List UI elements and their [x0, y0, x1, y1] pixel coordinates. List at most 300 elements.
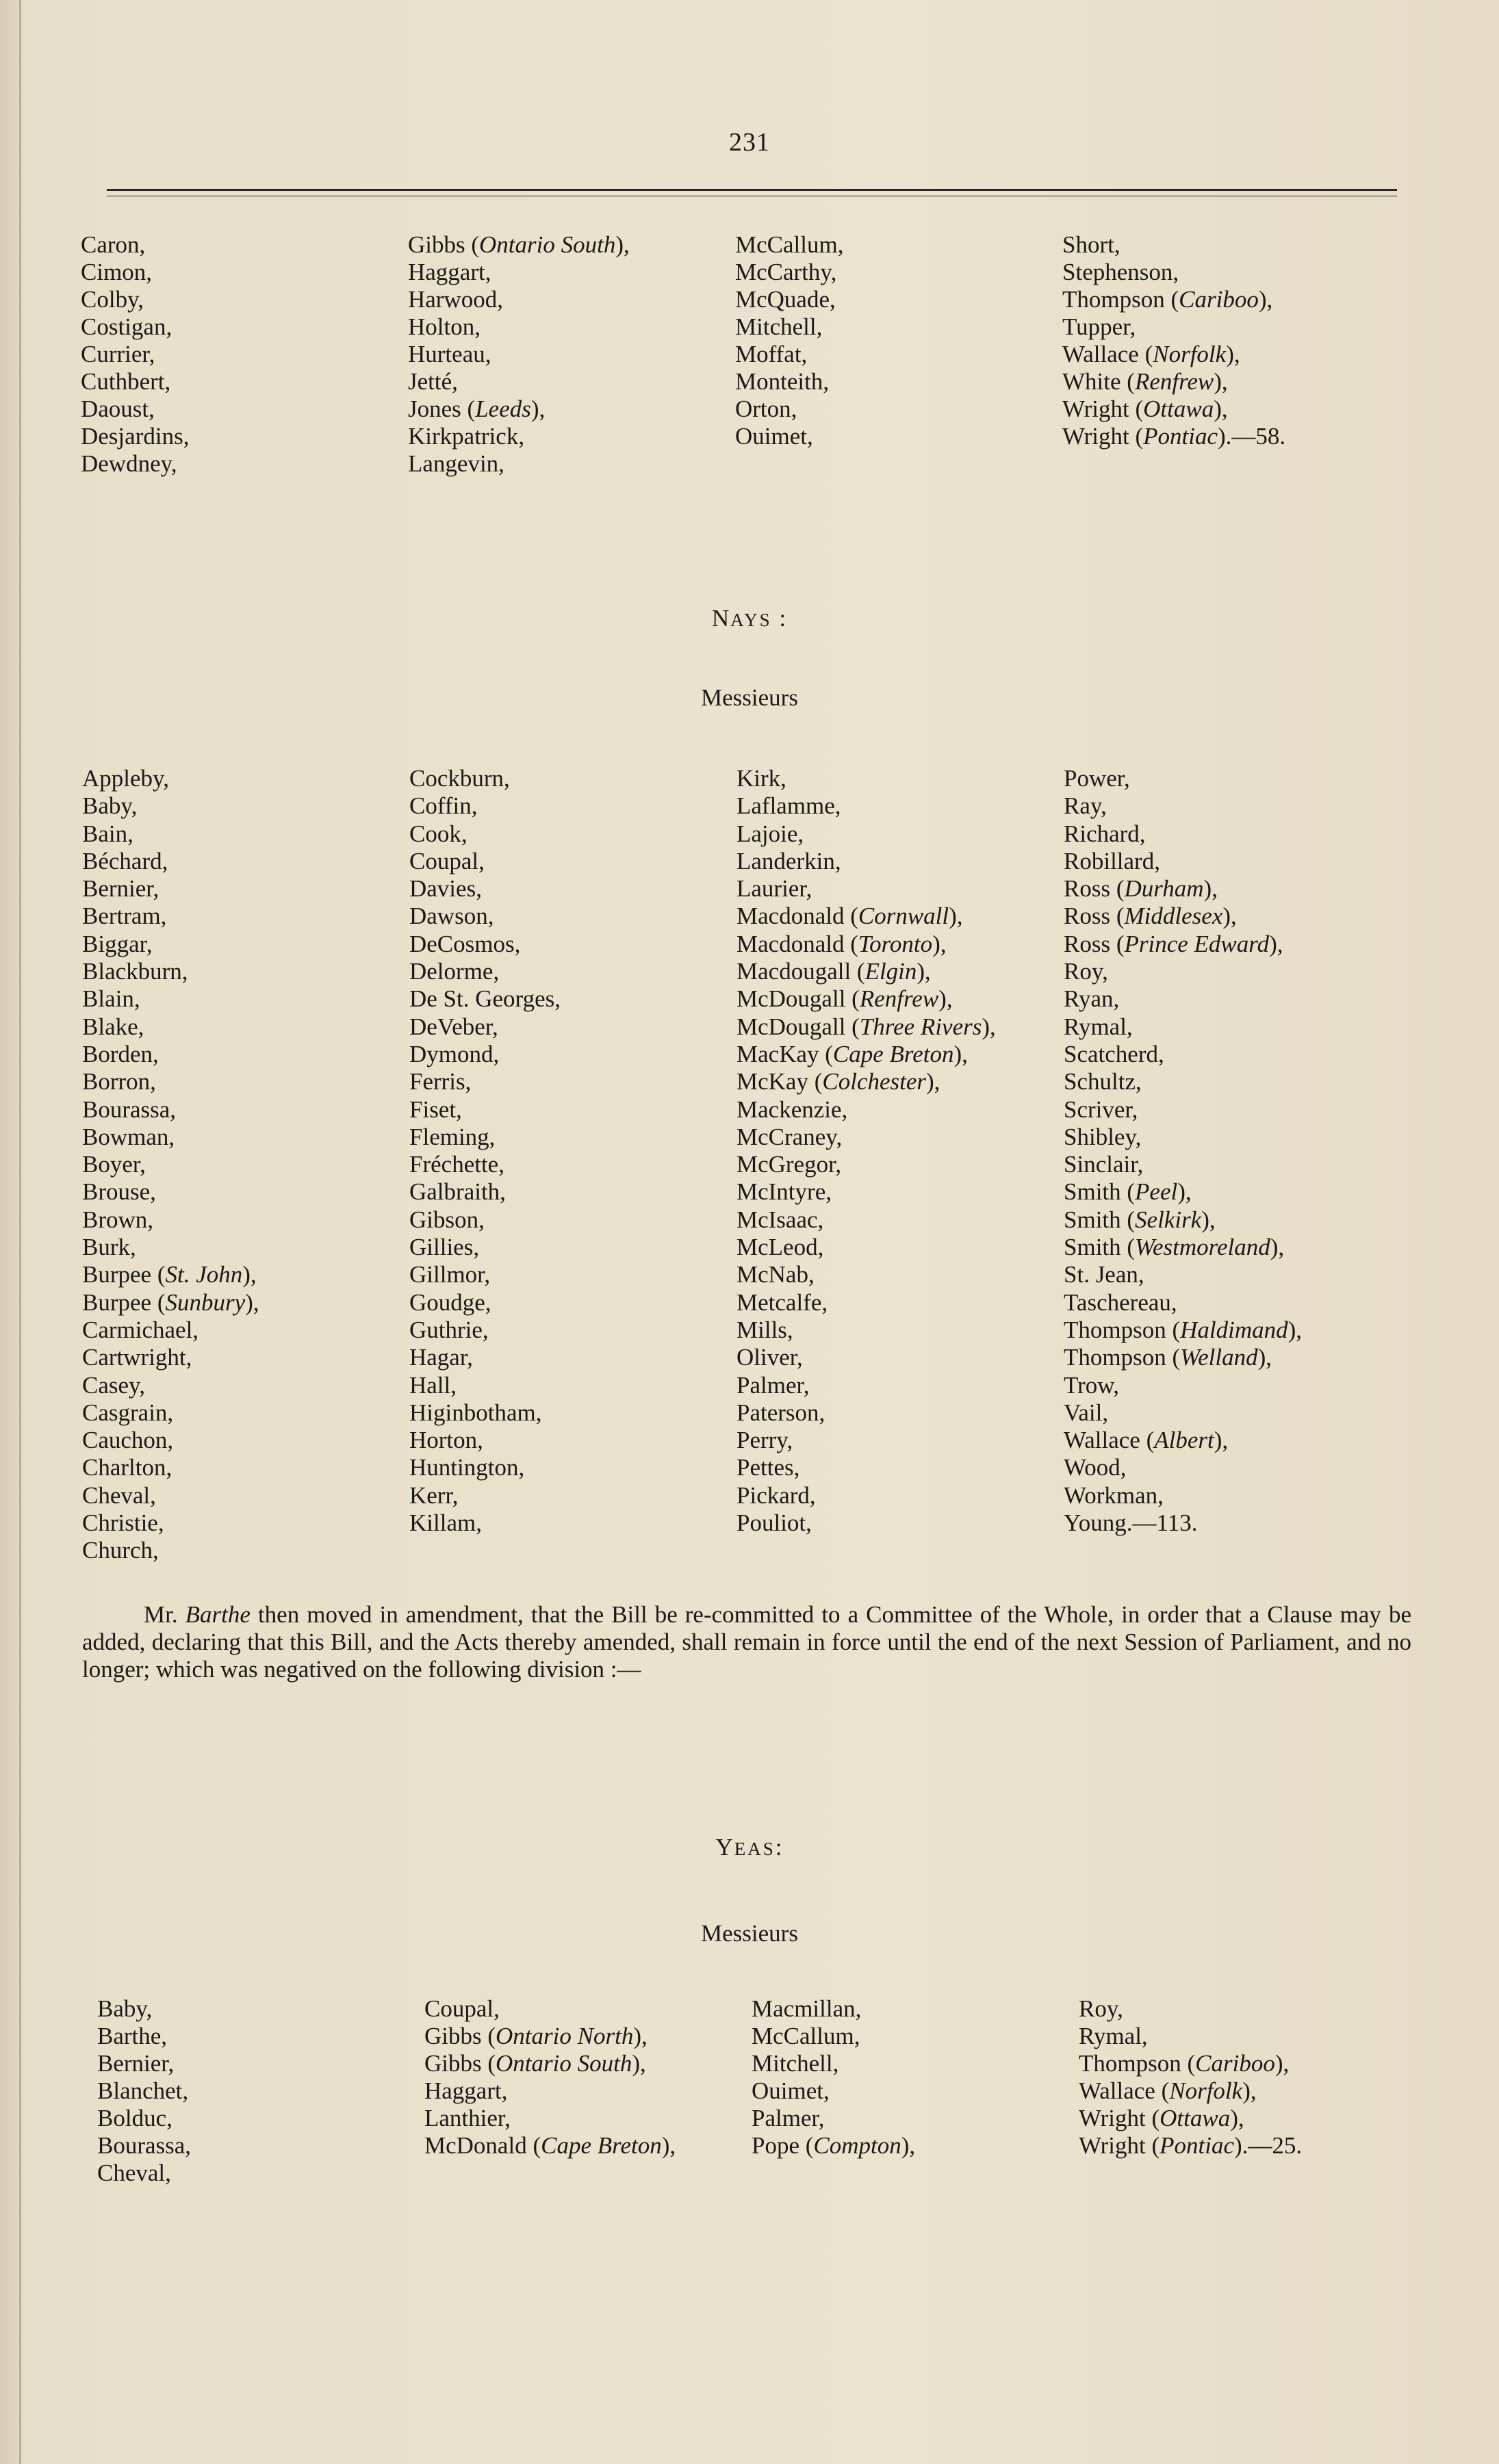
member-surname: MacKay ( [736, 1040, 833, 1067]
member-name: Blake, [82, 1013, 144, 1040]
member-name [1062, 368, 1389, 395]
member-name [736, 958, 1064, 985]
member-name: Carmichael, [82, 1316, 199, 1343]
member-name [1062, 341, 1389, 368]
member-name: Huntington, [409, 1454, 525, 1481]
member-constituency: Colchester [822, 1068, 927, 1095]
member-name: Ferris, [409, 1068, 472, 1095]
member-name: Cheval, [82, 1481, 156, 1509]
member-name: Dymond, [409, 1040, 500, 1067]
member-name: Bernier, [82, 875, 159, 903]
member-name: Mackenzie, [736, 1095, 848, 1123]
member-name: Short, [1062, 231, 1120, 258]
member-constituency: Haldimand [1180, 1316, 1288, 1343]
member-name: Mills, [736, 1316, 793, 1343]
member-name: McCarthy, [735, 259, 837, 285]
member-name: McCallum, [735, 231, 844, 258]
member-suffix: ), [932, 930, 947, 957]
member-suffix: ), [530, 395, 546, 422]
name-column [409, 765, 736, 1565]
member-name: Gillies, [409, 1234, 480, 1261]
member-name: Bourassa, [97, 2132, 192, 2159]
member-surname: Gibbs ( [408, 231, 480, 258]
member-name: Kirkpatrick, [408, 423, 525, 450]
amendment-prefix: Mr. [144, 1601, 185, 1628]
member-name: Cuthbert, [81, 368, 171, 395]
member-surname: Thompson ( [1062, 286, 1179, 313]
member-name: Holton, [408, 313, 481, 340]
member-name: Laflamme, [736, 792, 841, 820]
member-name: DeVeber, [409, 1013, 498, 1040]
member-name: McCallum, [752, 2023, 860, 2049]
member-name: Charlton, [82, 1454, 172, 1481]
member-name: Palmer, [736, 1371, 810, 1399]
member-name [1064, 903, 1391, 930]
member-name: Church, [82, 1537, 159, 1564]
amendment-paragraph [82, 1601, 1411, 1683]
member-surname: Wright ( [1079, 2132, 1160, 2159]
member-name: Langevin, [408, 450, 504, 477]
yeas-heading-colon: : [775, 1834, 784, 1860]
member-name [736, 1041, 1064, 1068]
name-column [82, 765, 409, 1565]
member-name: Dewdney, [81, 450, 177, 477]
member-surname: Macdougall ( [736, 958, 865, 985]
member-surname: Gibbs ( [424, 2023, 496, 2049]
member-name: Coffin, [409, 792, 478, 820]
yeas-list [97, 1995, 1406, 2187]
member-suffix: ), [242, 1261, 257, 1288]
member-name [408, 231, 735, 259]
member-name: Caron, [81, 231, 146, 258]
member-name: Harwood, [408, 286, 503, 313]
header-rule-thick [107, 189, 1397, 191]
member-name: Palmer, [752, 2105, 825, 2131]
amendment-mover: Barthe [185, 1601, 251, 1628]
member-name: Wood, [1064, 1454, 1127, 1481]
member-constituency: Three Rivers [859, 1013, 982, 1040]
member-suffix: ), [632, 2050, 646, 2077]
member-name [1064, 1234, 1391, 1261]
member-name: Shibley, [1064, 1123, 1142, 1150]
name-column [1064, 765, 1391, 1565]
member-constituency: Welland [1180, 1344, 1258, 1371]
member-name [408, 395, 735, 423]
member-surname: Macdonald ( [736, 930, 858, 957]
member-name: Roy, [1079, 1995, 1123, 2022]
member-name: Hall, [409, 1371, 457, 1399]
member-surname: Thompson ( [1064, 1316, 1181, 1343]
member-name: Lajoie, [736, 820, 804, 847]
member-name: Pettes, [736, 1454, 800, 1481]
member-name: Davies, [409, 875, 482, 903]
member-name: Gibson, [409, 1206, 485, 1233]
binding-edge [19, 0, 21, 2464]
member-name: St. Jean, [1064, 1261, 1144, 1288]
nays-heading [0, 605, 1499, 632]
yeas-heading [0, 1834, 1499, 1861]
member-constituency: Cornwall [858, 903, 949, 930]
member-name [752, 2132, 1079, 2160]
member-name: Biggar, [82, 930, 153, 957]
member-name: Orton, [735, 395, 797, 422]
member-name: Hurteau, [408, 341, 491, 367]
member-name: Mitchell, [752, 2050, 839, 2077]
nays-messieurs: Messieurs [701, 684, 798, 711]
member-name: Daoust, [81, 395, 155, 422]
member-surname: Wright ( [1079, 2105, 1160, 2131]
member-suffix: ), [1242, 2077, 1257, 2104]
member-constituency: Norfolk [1153, 341, 1227, 367]
member-name: Pouliot, [736, 1509, 812, 1537]
member-name: Cook, [409, 820, 467, 847]
member-name [424, 2050, 752, 2077]
member-surname: Thompson ( [1079, 2050, 1196, 2077]
member-surname: Wright ( [1062, 423, 1144, 450]
member-name: Blain, [82, 985, 140, 1013]
amendment-text: then moved in amendment, that the Bill be re-committed to a Committee of the Whole, in order that a Clause may be added, declaring that this Bill, and the Acts thereby amended, shall remain in force until the end of the next Session of Parliament, and no longer; which was negatived on the following division :— [82, 1601, 1411, 1683]
member-name [1064, 1206, 1391, 1234]
member-constituency: Ontario South [479, 231, 616, 258]
member-surname: Gibbs ( [424, 2050, 496, 2077]
member-name: Stephenson, [1062, 259, 1179, 285]
member-suffix: ).—25. [1234, 2132, 1303, 2159]
member-surname: McDougall ( [736, 1013, 860, 1040]
member-surname: McKay ( [736, 1068, 823, 1095]
member-constituency: Renfrew [1134, 368, 1214, 395]
member-name: Horton, [409, 1427, 483, 1454]
member-constituency: Prince Edward [1124, 930, 1270, 957]
yeas-heading-rest: EAS [734, 1839, 776, 1859]
name-column [1062, 231, 1389, 478]
member-name: Delorme, [409, 958, 500, 985]
member-name: Workman, [1064, 1481, 1164, 1509]
member-name: McNab, [736, 1261, 815, 1288]
member-suffix: ), [982, 1013, 996, 1040]
member-name [736, 931, 1064, 958]
member-name: Bertram, [82, 903, 167, 930]
member-name: McIntyre, [736, 1178, 832, 1206]
page-number: 231 [729, 128, 770, 157]
member-surname: Smith ( [1064, 1234, 1136, 1261]
member-name: Ray, [1064, 792, 1107, 820]
member-name: Ouimet, [735, 423, 813, 450]
member-name: Ryan, [1064, 985, 1120, 1013]
member-suffix: ), [1287, 1316, 1303, 1343]
member-constituency: Ontario South [496, 2050, 632, 2077]
member-name: Baby, [97, 1995, 153, 2022]
member-surname: Wright ( [1062, 395, 1144, 422]
member-name: Power, [1064, 765, 1130, 792]
member-name: McGregor, [736, 1151, 842, 1178]
member-name: Cimon, [81, 259, 153, 285]
member-suffix: ), [1269, 930, 1283, 957]
member-name: Kerr, [409, 1481, 459, 1509]
member-name: Bain, [82, 820, 133, 847]
member-name: Casgrain, [82, 1399, 174, 1426]
member-name: Taschereau, [1064, 1288, 1177, 1316]
member-name: Macmillan, [752, 1995, 862, 2022]
member-suffix: ), [1270, 1234, 1285, 1261]
member-suffix: ), [926, 1068, 940, 1095]
yeas-messieurs: Messieurs [701, 1920, 798, 1947]
member-name: Rymal, [1079, 2023, 1148, 2049]
member-suffix: ), [661, 2132, 676, 2159]
member-constituency: Cariboo [1179, 286, 1259, 313]
member-constituency: Middlesex [1124, 903, 1223, 930]
member-name [1064, 875, 1391, 903]
member-surname: Wallace ( [1079, 2077, 1170, 2104]
name-column [736, 765, 1064, 1565]
member-name: Richard, [1064, 820, 1146, 847]
nays-list [82, 765, 1391, 1565]
name-column [97, 1995, 424, 2187]
member-constituency: Albert [1154, 1427, 1214, 1454]
member-constituency: Renfrew [859, 985, 939, 1013]
yeas-heading-initial: Y [715, 1834, 734, 1860]
member-name: Haggart, [424, 2077, 508, 2104]
member-name: Baby, [82, 792, 138, 820]
member-constituency: Cape Breton [832, 1040, 954, 1067]
member-constituency: Sunbury [165, 1288, 246, 1316]
member-name: Guthrie, [409, 1316, 489, 1343]
member-suffix: ), [938, 985, 953, 1013]
member-suffix: ), [615, 231, 630, 258]
member-constituency: Westmoreland [1135, 1234, 1270, 1261]
member-name: Bourassa, [82, 1095, 177, 1123]
member-name: Desjardins, [81, 423, 190, 450]
name-column [408, 231, 735, 478]
member-surname: Macdonald ( [736, 903, 858, 930]
member-name: Blackburn, [82, 958, 188, 985]
member-suffix: ), [1257, 1344, 1272, 1371]
name-column [735, 231, 1062, 478]
member-constituency: Elgin [864, 958, 917, 985]
member-name: Coupal, [424, 1995, 500, 2022]
member-name: De St. Georges, [409, 985, 561, 1013]
member-name [1079, 2050, 1406, 2077]
member-name [1064, 1178, 1391, 1206]
member-name: Paterson, [736, 1399, 825, 1426]
member-name: Boyer, [82, 1151, 146, 1178]
member-name: Perry, [736, 1427, 793, 1454]
member-suffix: ), [633, 2023, 648, 2049]
member-surname: Ross ( [1064, 930, 1125, 957]
member-name: Borden, [82, 1040, 159, 1067]
member-name: Burk, [82, 1234, 136, 1261]
member-name [424, 2132, 752, 2160]
member-constituency: Compton [813, 2132, 901, 2159]
member-name: Hagar, [409, 1344, 473, 1371]
member-name [1064, 931, 1391, 958]
member-suffix: ), [1230, 2105, 1244, 2131]
member-suffix: ), [1258, 286, 1273, 313]
member-suffix: ), [245, 1288, 259, 1316]
nays-heading-initial: N [711, 605, 731, 632]
member-name: Dawson, [409, 903, 494, 930]
member-name: Schultz, [1064, 1068, 1142, 1095]
member-name: Bolduc, [97, 2105, 172, 2131]
member-constituency: Selkirk [1135, 1206, 1202, 1233]
member-name: Fiset, [409, 1095, 462, 1123]
member-surname: Smith ( [1064, 1206, 1136, 1233]
member-name: Scatcherd, [1064, 1040, 1164, 1067]
member-surname: Ross ( [1064, 875, 1125, 903]
name-column [81, 231, 408, 478]
member-suffix: ).—58. [1218, 423, 1286, 450]
member-suffix: ), [1203, 875, 1218, 903]
member-surname: Wallace ( [1062, 341, 1153, 367]
member-name: McQuade, [735, 286, 836, 313]
member-name [1064, 1427, 1391, 1454]
first-yeas-list [81, 231, 1389, 478]
member-name: Lanthier, [424, 2105, 511, 2131]
member-name: McLeod, [736, 1234, 824, 1261]
member-name: Cartwright, [82, 1344, 192, 1371]
member-name: Coupal, [409, 847, 485, 874]
member-constituency: Toronto [858, 930, 933, 957]
member-name [736, 985, 1064, 1013]
member-suffix: ), [1226, 341, 1240, 367]
member-constituency: Ontario North [496, 2023, 634, 2049]
member-name [736, 903, 1064, 930]
member-name: Vail, [1064, 1399, 1109, 1426]
member-name [1064, 1344, 1391, 1371]
member-surname: Burpee ( [82, 1288, 166, 1316]
member-name: Béchard, [82, 847, 168, 874]
member-name [1079, 2105, 1406, 2132]
member-name: Blanchet, [97, 2077, 189, 2104]
member-constituency: Ottawa [1160, 2105, 1231, 2131]
member-constituency: Pontiac [1143, 423, 1218, 450]
member-name: Goudge, [409, 1288, 491, 1316]
member-name: Cockburn, [409, 765, 510, 792]
member-name: Haggart, [408, 259, 491, 285]
member-surname: Pope ( [752, 2132, 814, 2159]
member-constituency: Cariboo [1195, 2050, 1275, 2077]
member-name: Galbraith, [409, 1178, 506, 1206]
member-constituency: St. John [165, 1261, 243, 1288]
member-suffix: ), [949, 903, 963, 930]
member-name: Ouimet, [752, 2077, 830, 2104]
member-surname: Jones ( [408, 395, 476, 422]
member-constituency: Leeds [475, 395, 531, 422]
member-name: Fréchette, [409, 1151, 504, 1178]
member-surname: McDonald ( [424, 2132, 541, 2159]
member-name [1062, 423, 1389, 450]
member-name [1062, 286, 1389, 313]
member-suffix: ), [1214, 395, 1228, 422]
member-name: Oliver, [736, 1344, 803, 1371]
member-name: Killam, [409, 1509, 482, 1537]
member-name: Cheval, [97, 2160, 171, 2186]
member-name: Bernier, [97, 2050, 175, 2077]
member-name: Scriver, [1064, 1095, 1138, 1123]
member-name: Costigan, [81, 313, 172, 340]
member-name: Roy, [1064, 958, 1108, 985]
member-surname: Ross ( [1064, 903, 1125, 930]
member-name: Brown, [82, 1206, 154, 1233]
nays-heading-rest: AYS [730, 610, 772, 630]
member-name: Moffat, [735, 341, 808, 367]
member-name: Sinclair, [1064, 1151, 1144, 1178]
member-name: Brouse, [82, 1178, 156, 1206]
name-column [424, 1995, 752, 2187]
member-name: Landerkin, [736, 847, 841, 874]
nays-heading-colon: : [771, 605, 788, 632]
member-suffix: ), [917, 958, 931, 985]
member-suffix: ), [1214, 368, 1228, 395]
name-column [752, 1995, 1079, 2187]
member-suffix: ), [901, 2132, 916, 2159]
member-name: Higinbotham, [409, 1399, 542, 1426]
member-name [82, 1289, 409, 1317]
member-name: Rymal, [1064, 1013, 1133, 1040]
member-name: Mitchell, [735, 313, 823, 340]
member-name: Young.—113. [1064, 1509, 1198, 1537]
member-constituency: Durham [1124, 875, 1204, 903]
member-suffix: ), [953, 1040, 968, 1067]
member-suffix: ), [1222, 903, 1237, 930]
member-surname: Wallace ( [1064, 1427, 1155, 1454]
member-name [1079, 2132, 1406, 2160]
member-name: Kirk, [736, 765, 786, 792]
member-suffix: ), [1214, 1427, 1229, 1454]
member-surname: Smith ( [1064, 1178, 1136, 1206]
member-name: McCraney, [736, 1123, 843, 1150]
member-surname: Thompson ( [1064, 1344, 1181, 1371]
member-constituency: Pontiac [1160, 2132, 1235, 2159]
member-name [1079, 2077, 1406, 2105]
member-name [1062, 395, 1389, 423]
member-name: Barthe, [97, 2023, 168, 2049]
member-name: Currier, [81, 341, 155, 367]
member-name: Monteith, [735, 368, 830, 395]
member-name [82, 1261, 409, 1288]
member-name: Fleming, [409, 1123, 496, 1150]
member-name: Borron, [82, 1068, 156, 1095]
member-suffix: ), [1201, 1206, 1216, 1233]
member-name: Tupper, [1062, 313, 1136, 340]
member-name: Pickard, [736, 1481, 816, 1509]
member-name: Jetté, [408, 368, 458, 395]
member-name [736, 1068, 1064, 1095]
member-name: Appleby, [82, 765, 170, 792]
member-name: Bowman, [82, 1123, 175, 1150]
member-name: DeCosmos, [409, 930, 521, 957]
member-name: Casey, [82, 1371, 146, 1399]
member-surname: White ( [1062, 368, 1135, 395]
member-constituency: Norfolk [1169, 2077, 1243, 2104]
member-name [1064, 1317, 1391, 1344]
member-name: Laurier, [736, 875, 812, 903]
member-suffix: ), [1177, 1178, 1192, 1206]
member-surname: McDougall ( [736, 985, 860, 1013]
member-constituency: Ottawa [1143, 395, 1214, 422]
member-name: Christie, [82, 1509, 164, 1537]
member-surname: Burpee ( [82, 1261, 166, 1288]
member-name: McIsaac, [736, 1206, 824, 1233]
member-name: Trow, [1064, 1371, 1120, 1399]
member-name: Cauchon, [82, 1427, 174, 1454]
member-name [424, 2023, 752, 2050]
member-name: Gillmor, [409, 1261, 491, 1288]
member-name: Metcalfe, [736, 1288, 828, 1316]
member-suffix: ), [1274, 2050, 1290, 2077]
member-name: Colby, [81, 286, 144, 313]
member-name [736, 1013, 1064, 1041]
member-constituency: Cape Breton [541, 2132, 662, 2159]
